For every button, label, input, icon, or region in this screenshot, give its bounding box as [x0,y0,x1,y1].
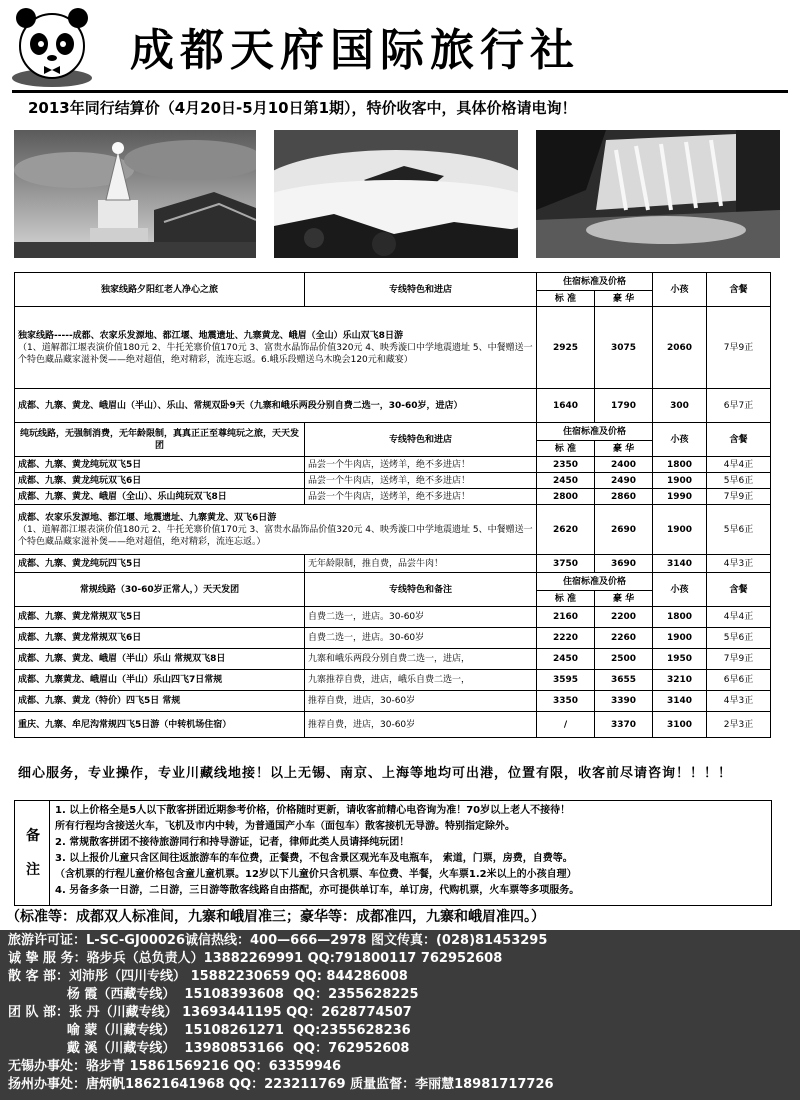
standard-price: 2450 [537,649,595,670]
child-header: 小孩 [653,573,707,607]
standard-price: 2800 [537,489,595,505]
standard-price: 2450 [537,473,595,489]
price-header: 住宿标准及价格 [537,423,653,441]
contact-line: 喻 蒙（川藏专线） 15108261271 QQ:2355628236 [8,1023,411,1038]
feature-header: 专线特色和进店 [305,423,537,457]
child-price: 1900 [653,473,707,489]
table-row [15,489,771,505]
child-price: 3100 [653,712,707,738]
meal-count: 7早9正 [707,649,771,670]
luxury-price: 2860 [595,489,653,505]
note-line: 3. 以上报价儿童只含区间往返旅游车的车位费，正餐费，不包含景区观光车及电瓶车， 索道，门票，房费，自费等。 [55,853,573,864]
route-name: 成都、九寨、黄龙、峨眉（全山）、乐山纯玩双飞8日 [15,489,305,505]
luxury-price: 2490 [595,473,653,489]
route-name: 成都、九寨、黄龙、峨眉（半山）乐山 常规双飞8日 [15,649,305,670]
panda-logo-icon [8,6,96,88]
route-name: 成都、九寨、黄龙纯玩四飞5日 [15,555,305,573]
waterfall-photo [536,130,780,258]
contact-line: 戴 溪（川藏专线） 13980853166 QQ：762952608 [8,1041,410,1056]
child-price: 1950 [653,649,707,670]
luxury-price: 3655 [595,670,653,691]
standard-price: 3595 [537,670,595,691]
meal-count: 7早9正 [707,489,771,505]
luxury-price: 3370 [595,712,653,738]
meal-header: 含餐 [707,273,771,307]
luxury-header: 豪 华 [595,291,653,307]
meal-count: 7早9正 [707,307,771,389]
notes-label [15,801,50,905]
table-row [15,691,771,712]
page-subtitle: 2013年同行结算价（4月20日-5月10日第1期），特价收客中，具体价格请电询！ [28,99,577,117]
price-table [14,272,771,738]
meal-count: 5早6正 [707,628,771,649]
standard-price: 2160 [537,607,595,628]
company-name: 成都天府国际旅行社 [130,25,580,76]
meal-count: 5早6正 [707,505,771,555]
section-title: 纯玩线路，无强制消费，无年龄限制，真真正正至尊纯玩之旅，天天发团 [15,423,305,457]
route-name: 成都、九寨、黄龙常规双飞5日 [15,607,305,628]
note-line: （含机票的行程儿童价格包含童儿童机票。12岁以下儿童价只含机票、车位费、半餐，火车票1.2米以上的小孩自理） [55,869,577,880]
note-line: 所有行程均含接送火车，飞机及市内中转，为普通国产小车（面包车）散客接机无导游。特别指定除外。 [55,821,515,832]
child-header: 小孩 [653,273,707,307]
route-detail: （1、道解都江堰表演价值180元 2、牛托羌寨价值170元 3、富贵水晶饰品价值320元 4、映秀漩口中学地震遗址 5、中餐赠送一个特色藏品藏家滋补煲——绝对超值，绝对精彩，流连忘返。6.峨乐段赠送乌木晚会120元和藏宴） [18,342,533,365]
route-name: 成都、九寨、黄龙常规双飞6日 [15,628,305,649]
luxury-header: 豪 华 [595,591,653,607]
route-feature: 品尝一个牛肉店，送烤羊，绝不多进店！ [305,489,537,505]
child-price: 1800 [653,607,707,628]
header [0,0,800,96]
contact-line: 扬州办事处：唐炳帆18621641968 QQ：223211769 质量监督：李丽慧18981717726 [8,1077,554,1092]
child-price: 3210 [653,670,707,691]
route-feature: 自费二选一，进店。30-60岁 [305,607,537,628]
meal-count: 4早3正 [707,555,771,573]
child-price: 1800 [653,457,707,473]
child-price: 3140 [653,691,707,712]
route-detail: （1、道解都江堰表演价值180元 2、牛托羌寨价值170元 3、富贵水晶饰品价值320元 4、映秀漩口中学地震遗址 5、中餐赠送一个特色藏品藏家滋补煲——绝对超值，绝对精彩，流连忘返。） [18,524,533,547]
meal-count: 4早4正 [707,607,771,628]
luxury-header: 豪 华 [595,441,653,457]
route-name: 成都、九寨、黄龙、峨眉山（半山）、乐山、常规双卧9天（九寨和峨乐两段分别自费二选一，30-60岁，进店） [15,389,537,423]
meal-count: 6早6正 [707,670,771,691]
table-row [15,457,771,473]
standard-price: 2220 [537,628,595,649]
route-name: 重庆、九寨、牟尼沟常规四飞5日游（中转机场住宿） [15,712,305,738]
table-row [15,670,771,691]
table-row [15,555,771,573]
table-row [15,389,771,423]
luxury-price: 2690 [595,505,653,555]
luxury-price: 3075 [595,307,653,389]
header-divider [12,90,788,93]
golden-buddha-temple-photo [14,130,256,258]
table-row [15,628,771,649]
meal-header: 含餐 [707,423,771,457]
meal-count: 5早6正 [707,473,771,489]
service-statement: 细心服务，专业操作，专业川藏线地接！以上无锡、南京、上海等地均可出港，位置有限，收客前尽请咨询！！！！ [18,766,733,781]
mountain-sea-of-clouds-photo [274,130,518,258]
luxury-price: 2260 [595,628,653,649]
meal-count: 4早3正 [707,691,771,712]
luxury-price: 2200 [595,607,653,628]
notes-lines [55,803,767,899]
contact-line: 无锡办事处：骆步青 15861569216 QQ：63359946 [8,1059,342,1074]
route-feature: 推荐自费，进店，30-60岁 [305,712,537,738]
luxury-price: 3390 [595,691,653,712]
standard-price: / [537,712,595,738]
child-price: 300 [653,389,707,423]
feature-header: 专线特色和备注 [305,573,537,607]
standard-price: 1640 [537,389,595,423]
contact-line: 团 队 部：张 丹（川藏专线） 13693441195 QQ：2628774507 [8,1005,412,1020]
route-feature: 九寨和峨乐两段分别自费二选一，进店， [305,649,537,670]
route-feature: 自费二选一，进店。30-60岁 [305,628,537,649]
child-price: 1900 [653,628,707,649]
child-price: 1900 [653,505,707,555]
price-header: 住宿标准及价格 [537,573,653,591]
meal-count: 2早3正 [707,712,771,738]
standard-price: 3750 [537,555,595,573]
luxury-price: 2500 [595,649,653,670]
contact-line: 诚 挚 服 务：骆步兵（总负责人）13882269991 QQ:791800117 762952608 [8,951,503,966]
contact-line: 杨 霞（西藏专线） 15108393608 QQ：2355628225 [8,987,419,1002]
route-feature: 九寨推荐自费，进店，峨乐自费二选一， [305,670,537,691]
table-row [15,649,771,670]
route-feature: 推荐自费，进店，30-60岁 [305,691,537,712]
price-header: 住宿标准及价格 [537,273,653,291]
table-row [15,473,771,489]
child-header: 小孩 [653,423,707,457]
route-name: 独家线路-----成都、农家乐发源地、都江堰、地震遗址、九寨黄龙、峨眉（全山）乐山双飞8日游 [18,330,403,341]
standard-price: 2620 [537,505,595,555]
meal-count: 6早7正 [707,389,771,423]
luxury-price: 1790 [595,389,653,423]
child-price: 3140 [653,555,707,573]
contact-line: 散 客 部：刘沛彤（四川专线） 15882230659 QQ: 844286008 [8,969,408,984]
standard-price: 3350 [537,691,595,712]
meal-count: 4早4正 [707,457,771,473]
table-row [15,505,771,555]
section-title: 常规线路（30-60岁正常人，）天天发团 [15,573,305,607]
table-row [15,307,771,389]
standard-header: 标 准 [537,591,595,607]
route-feature: 品尝一个牛肉店，送烤羊，绝不多进店！ [305,457,537,473]
child-price: 2060 [653,307,707,389]
route-name: 成都、农家乐发源地、都江堰、地震遗址、九寨黄龙、双飞6日游 [18,512,277,523]
grade-note: （标准等：成都双人标准间，九寨和峨眉准三；豪华等：成都准四，九寨和峨眉准四。） [6,909,545,925]
standard-header: 标 准 [537,441,595,457]
route-name: 成都、九寨、黄龙纯玩双飞6日 [15,473,305,489]
route-feature: 品尝一个牛肉店，送烤羊，绝不多进店！ [305,473,537,489]
route-name: 成都、九寨、黄龙纯玩双飞5日 [15,457,305,473]
meal-header: 含餐 [707,573,771,607]
contact-band [0,930,800,1100]
route-feature: 无年龄限制，推自费，品尝牛肉！ [305,555,537,573]
note-line: 4. 另备多条一日游，二日游，三日游等散客线路自由搭配，亦可提供单订车，单订房，代购机票，火车票等多项服务。 [55,885,580,896]
notes-box [14,800,772,906]
table-row [15,712,771,738]
route-name: 成都、九寨黄龙、峨眉山（半山）乐山四飞7日常规 [15,670,305,691]
child-price: 1990 [653,489,707,505]
standard-price: 2350 [537,457,595,473]
contact-line: 旅游许可证：L-SC-GJ00026诚信热线：400—666—2978 图文传真：(028)81453295 [8,933,548,948]
notes-label-char: 备 [26,828,40,844]
note-line: 2. 常规散客拼团不接待旅游同行和持导游证，记者，律师此类人员请择纯玩团！ [55,837,410,848]
table-row [15,607,771,628]
luxury-price: 3690 [595,555,653,573]
section-title: 独家线路夕阳红老人净心之旅 [15,273,305,307]
feature-header: 专线特色和进店 [305,273,537,307]
standard-price: 2925 [537,307,595,389]
luxury-price: 2400 [595,457,653,473]
note-line: 1. 以上价格全是5人以下散客拼团近期参考价格，价格随时更新，请收客前精心电咨询为准！70岁以上老人不接待！ [55,805,571,816]
notes-label-char: 注 [26,862,40,878]
standard-header: 标 准 [537,291,595,307]
route-name: 成都、九寨、黄龙（特价）四飞5日 常规 [15,691,305,712]
